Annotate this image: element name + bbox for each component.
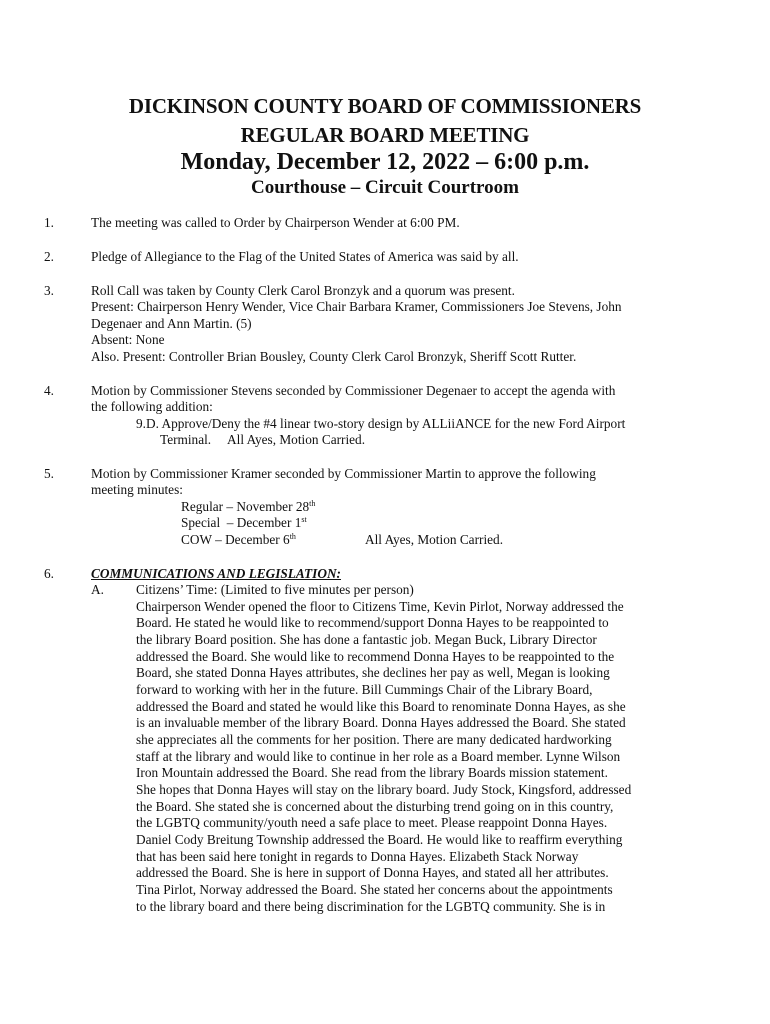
item-line: meeting minutes: bbox=[91, 482, 183, 497]
item-line: 9.D. Approve/Deny the #4 linear two-story design by ALLiiANCE for the new Ford Airport bbox=[136, 416, 626, 431]
body-line: forward to working with her in the future. Bill Cummings Chair of the Library Board, bbox=[136, 682, 593, 697]
body-line: she appreciates all the comments for her position. There are many dedicated hardworking bbox=[136, 732, 612, 747]
body-line: staff at the library and would like to continue in her role as a Board member. Lynne Wilson bbox=[136, 749, 621, 764]
body-line: to the library board and there being discrimination for the LGBTQ community. She is in bbox=[136, 899, 606, 914]
body-line: Board, she stated Donna Hayes attributes, she declines her pay as well, Megan is looking bbox=[136, 665, 610, 680]
subsection-title: Citizens’ Time: (Limited to five minutes per person) bbox=[136, 582, 414, 597]
item-number: 4. bbox=[44, 383, 54, 398]
meeting-type-title: REGULAR BOARD MEETING bbox=[240, 123, 530, 147]
item-number: 6. bbox=[44, 566, 54, 581]
body-line: the Board. She stated she is concerned about the disturbing trend going on in this country, bbox=[136, 799, 614, 814]
body-line: Chairperson Wender opened the floor to Citizens Time, Kevin Pirlot, Norway addressed the bbox=[136, 599, 624, 614]
item-line: Absent: None bbox=[91, 332, 165, 347]
minutes-entry: COW – December 6th bbox=[181, 532, 296, 547]
body-line: addressed the Board. She would like to recommend Donna Hayes to be reappointed to the bbox=[136, 649, 615, 664]
subsection-label: A. bbox=[91, 582, 104, 597]
meeting-location-title: Courthouse – Circuit Courtroom bbox=[251, 177, 519, 198]
meeting-date-title: Monday, December 12, 2022 – 6:00 p.m. bbox=[180, 149, 590, 175]
item-text: The meeting was called to Order by Chairperson Wender at 6:00 PM. bbox=[91, 215, 460, 230]
body-line: the LGBTQ community/youth need a safe place to meet. Please reappoint Donna Hayes. bbox=[136, 815, 608, 830]
motion-result: All Ayes, Motion Carried. bbox=[365, 532, 504, 547]
body-line: Board. He stated he would like to recommend/support Donna Hayes to be reappointed to bbox=[136, 615, 609, 630]
item-line: Terminal. All Ayes, Motion Carried. bbox=[160, 432, 366, 447]
body-line: addressed the Board and stated he would like this Board to renominate Donna Hayes, as she bbox=[136, 699, 626, 714]
body-line: Daniel Cody Breitung Township addressed the Board. He would like to reaffirm everything bbox=[136, 832, 623, 847]
body-line: addressed the Board. She is here in support of Donna Hayes, and stated all her attributes. bbox=[136, 865, 609, 880]
item-number: 1. bbox=[44, 215, 54, 230]
item-line: Degenaer and Ann Martin. (5) bbox=[91, 316, 252, 331]
item-line: Motion by Commissioner Stevens seconded by Commissioner Degenaer to accept the agenda with bbox=[91, 383, 616, 398]
county-board-title: DICKINSON COUNTY BOARD OF COMMISSIONERS bbox=[128, 94, 642, 118]
item-line: Present: Chairperson Henry Wender, Vice Chair Barbara Kramer, Commissioners Joe Stevens, John bbox=[91, 299, 622, 314]
item-line: the following addition: bbox=[91, 399, 213, 414]
item-number: 3. bbox=[44, 283, 54, 298]
body-line: Tina Pirlot, Norway addressed the Board. She stated her concerns about the appointments bbox=[136, 882, 613, 897]
body-line: the library Board position. She has done a fantastic job. Megan Buck, Library Director bbox=[136, 632, 597, 647]
item-text: Pledge of Allegiance to the Flag of the United States of America was said by all. bbox=[91, 249, 519, 264]
item-number: 2. bbox=[44, 249, 54, 264]
item-line: Roll Call was taken by County Clerk Carol Bronzyk and a quorum was present. bbox=[91, 283, 515, 298]
body-line: is an invaluable member of the library Board. Donna Hayes addressed the Board. She stated bbox=[136, 715, 626, 730]
section-heading: COMMUNICATIONS AND LEGISLATION: bbox=[91, 566, 341, 581]
minutes-entry: Regular – November 28th bbox=[181, 499, 316, 514]
item-number: 5. bbox=[44, 466, 54, 481]
body-line: She hopes that Donna Hayes will stay on the library board. Judy Stock, Kingsford, addressed bbox=[136, 782, 632, 797]
body-line: Iron Mountain addressed the Board. She read from the library Boards mission statement. bbox=[136, 765, 608, 780]
item-line: Motion by Commissioner Kramer seconded by Commissioner Martin to approve the following bbox=[91, 466, 596, 481]
item-line: Also. Present: Controller Brian Bousley, County Clerk Carol Bronzyk, Sheriff Scott Rutter. bbox=[91, 349, 577, 364]
minutes-entry: Special – December 1st bbox=[181, 515, 307, 530]
body-line: that has been said here tonight in regards to Donna Hayes. Elizabeth Stack Norway bbox=[136, 849, 579, 864]
